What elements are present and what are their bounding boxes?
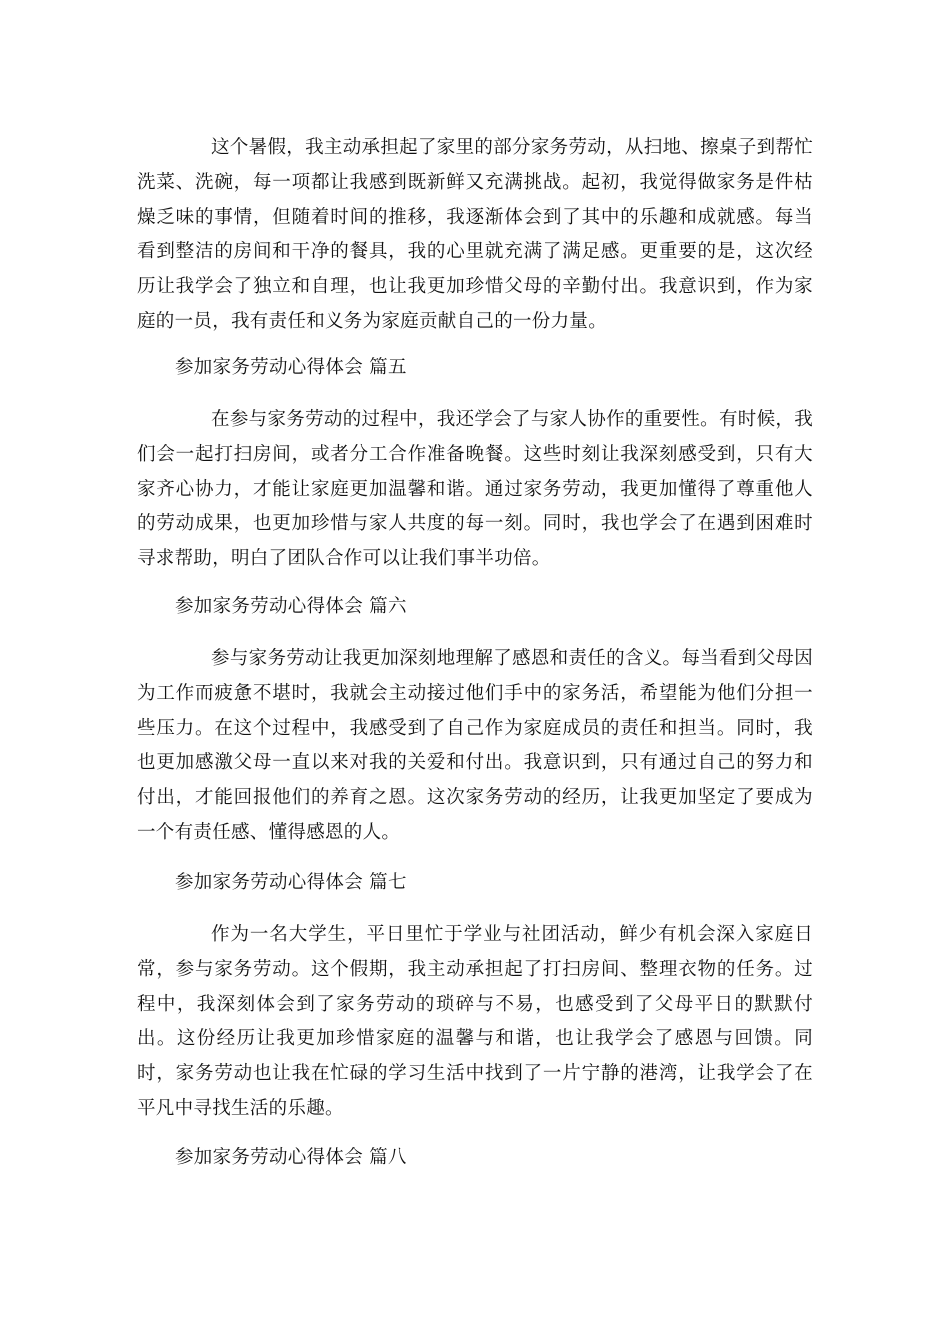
section-body-7: 作为一名大学生，平日里忙于学业与社团活动，鲜少有机会深入家庭日常，参与家务劳动。这个假期，我主动承担起了打扫房间、整理衣物的任务。过程中，我深刻体会到了家务劳动的琐碎与不易，也感受到了父母平日的默默付出。这份经历让我更加珍惜家庭的温馨与和谐，也让我学会了感恩与回馈。同时，家务劳动也让我在忙碌的学习生活中找到了一片宁静的港湾，让我学会了在平凡中寻找生活的乐趣。 bbox=[137, 924, 813, 1119]
section-heading-6: 参加家务劳动心得体会 篇六 bbox=[175, 596, 407, 617]
section-heading-8: 参加家务劳动心得体会 篇八 bbox=[175, 1147, 407, 1168]
intro-paragraph: 这个暑假，我主动承担起了家里的部分家务劳动，从扫地、擦桌子到帮忙洗菜、洗碗，每一项都让我感到既新鲜又充满挑战。起初，我觉得做家务是件枯燥乏味的事情，但随着时间的推移，我逐渐体会到了其中的乐趣和成就感。每当看到整洁的房间和干净的餐具，我的心里就充满了满足感。更重要的是，这次经历让我学会了独立和自理，也让我更加珍惜父母的辛勤付出。我意识到，作为家庭的一员，我有责任和义务为家庭贡献自己的一份力量。 bbox=[137, 137, 813, 332]
section-body-6: 参与家务劳动让我更加深刻地理解了感恩和责任的含义。每当看到父母因为工作而疲惫不堪时，我就会主动接过他们手中的家务活，希望能为他们分担一些压力。在这个过程中，我感受到了自己作为家庭成员的责任和担当。同时，我也更加感激父母一直以来对我的关爱和付出。我意识到，只有通过自己的努力和付出，才能回报他们的养育之恩。这次家务劳动的经历，让我更加坚定了要成为一个有责任感、懂得感恩的人。 bbox=[137, 648, 813, 843]
section-body-5: 在参与家务劳动的过程中，我还学会了与家人协作的重要性。有时候，我们会一起打扫房间，或者分工合作准备晚餐。这些时刻让我深刻感受到，只有大家齐心协力，才能让家庭更加温馨和谐。通过家务劳动，我更加懂得了尊重他人的劳动成果，也更加珍惜与家人共度的每一刻。同时，我也学会了在遇到困难时寻求帮助，明白了团队合作可以让我们事半功倍。 bbox=[137, 409, 813, 570]
section-heading-5: 参加家务劳动心得体会 篇五 bbox=[175, 357, 407, 378]
section-heading-7: 参加家务劳动心得体会 篇七 bbox=[175, 872, 407, 893]
